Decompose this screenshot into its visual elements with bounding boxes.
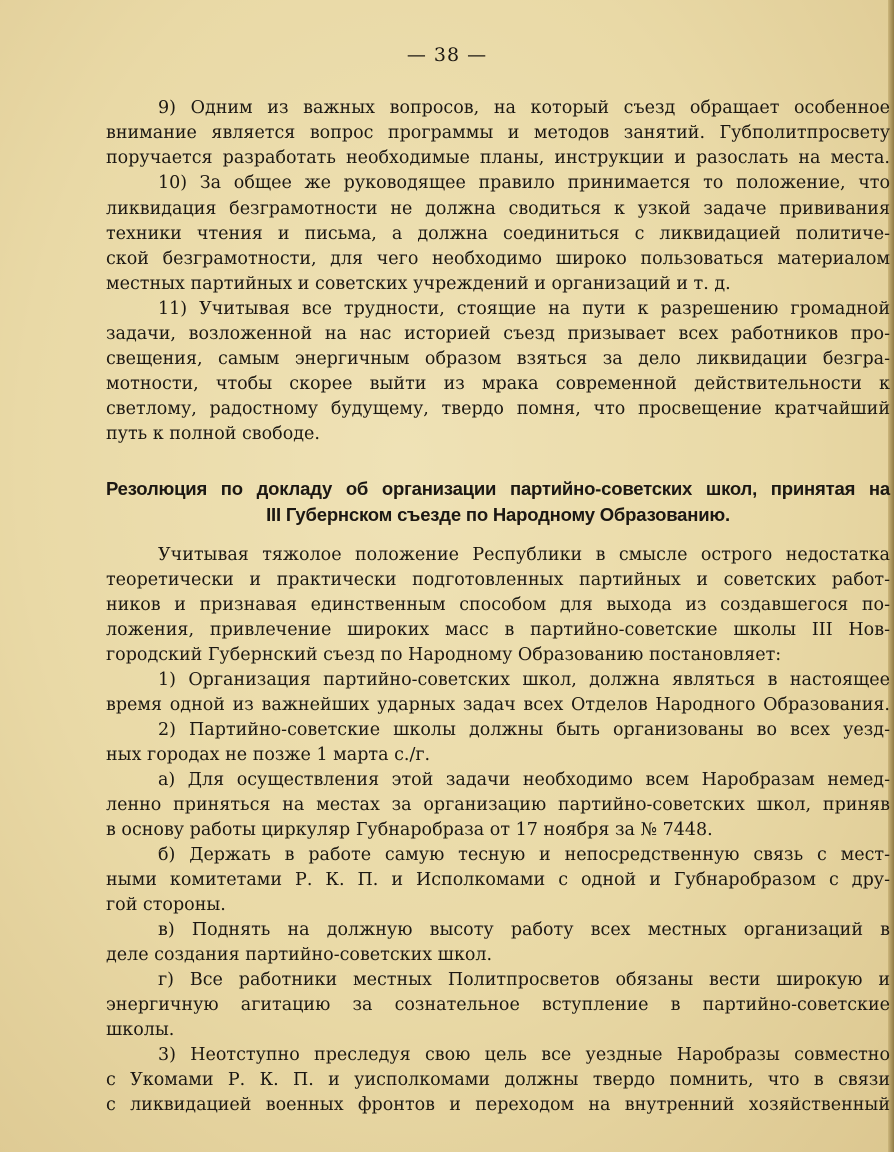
point-v-line-2: деле создания партийно-советских школ. [106,945,493,965]
point-3-line-2: с Укомами Р. К. П. и уисполкомами должны твердо помнить, что в связи [106,1070,890,1090]
paragraph-10-line-4: ской безграмотности, для чего необходимо широко пользоваться материалом [106,249,890,269]
paragraph-10-line-1: 10) За общее же руководящее правило принимается то положение, что [158,173,890,193]
point-a-line-1: а) Для осуществления этой задачи необходимо всем Наробразам немед- [158,770,890,790]
paragraph-11-line-6: путь к полной свободе. [106,424,320,444]
resolution-heading-line-2: III Губернском съезде по Народному Образованию. [266,504,730,525]
page-number: — 38 — [406,44,488,66]
paragraph-9-line-3: поручается разработать необходимые планы, инструкции и разослать на места. [106,148,890,168]
resolution-heading-line-1: Резолюция по докладу об организации партийно-советских школ, принятая на [106,478,890,499]
preamble-line-5: городский Губернский съезд по Народному Образованию постановляет: [106,645,782,665]
point-b-line-2: ными комитетами Р. К. П. и Исполкомами с одной и Губнаробразом с дру- [106,870,890,890]
point-1-line-2: время одной из важнейших ударных задач всех Отделов Народного Образования. [106,695,890,715]
point-g-line-2: энергичную агитацию за сознательное вступление в партийно-советские [106,995,890,1015]
preamble-line-1: Учитывая тяжолое положение Республики в смысле острого недостатка [158,545,890,565]
preamble-line-4: ложения, привлечение широких масс в партийно-советские школы III Нов- [106,620,890,640]
paragraph-10-line-3: техники чтения и письма, а должна соединиться с ликвидацией политиче- [106,224,890,244]
point-b-line-1: б) Держать в работе самую тесную и непосредственную связь с мест- [158,845,890,865]
point-v-line-1: в) Поднять на должную высоту работу всех местных организаций в [158,920,890,940]
point-g-line-1: г) Все работники местных Политпросветов обязаны вести широкую и [158,970,890,990]
point-1-line-1: 1) Организация партийно-советских школ, должна являться в настоящее [158,670,890,690]
point-2-line-2: ных городах не позже 1 марта с./г. [106,745,431,765]
point-3-line-3: с ликвидацией военных фронтов и переходом на внутренний хозяйственный [106,1095,890,1115]
paragraph-11-line-1: 11) Учитывая все трудности, стоящие на пути к разрешению громадной [158,299,890,319]
paragraph-9-line-1: 9) Одним из важных вопросов, на который съезд обращает особенное [158,98,890,118]
point-a-line-3: в основу работы циркуляр Губнаробраза от 17 ноября за № 7448. [106,820,713,840]
point-a-line-2: ленно приняться на местах за организацию партийно-советских школ, приняв [106,795,890,815]
preamble-line-2: теоретически и практически подготовленных партийных и советских работ- [106,570,890,590]
point-g-line-3: школы. [106,1020,175,1040]
paragraph-11-line-5: светлому, радостному будущему, твердо помня, что просвещение кратчайший [106,399,890,419]
paragraph-11-line-2: задачи, возложенной на нас историей съезд призывает всех работников про- [106,324,890,344]
paragraph-10-line-2: ликвидация безграмотности не должна сводиться к узкой задаче прививания [106,199,890,219]
paragraph-11-line-4: мотности, чтобы скорее выйти из мрака современной действительности к [106,374,890,394]
paragraph-11-line-3: свещения, самым энергичным образом взяться за дело ликвидации безгра- [106,349,890,369]
paragraph-10-line-5: местных партийных и советских учреждений и организаций и т. д. [106,274,731,294]
point-2-line-1: 2) Партийно-советские школы должны быть организованы во всех уезд- [158,720,890,740]
point-b-line-3: гой стороны. [106,895,226,915]
preamble-line-3: ников и признавая единственным способом для выхода из создавшегося по- [106,595,890,615]
point-3-line-1: 3) Неотступно преследуя свою цель все уездные Наробразы совместно [158,1045,890,1065]
paragraph-9-line-2: внимание является вопрос программы и методов занятий. Губполитпросвету [106,123,890,143]
